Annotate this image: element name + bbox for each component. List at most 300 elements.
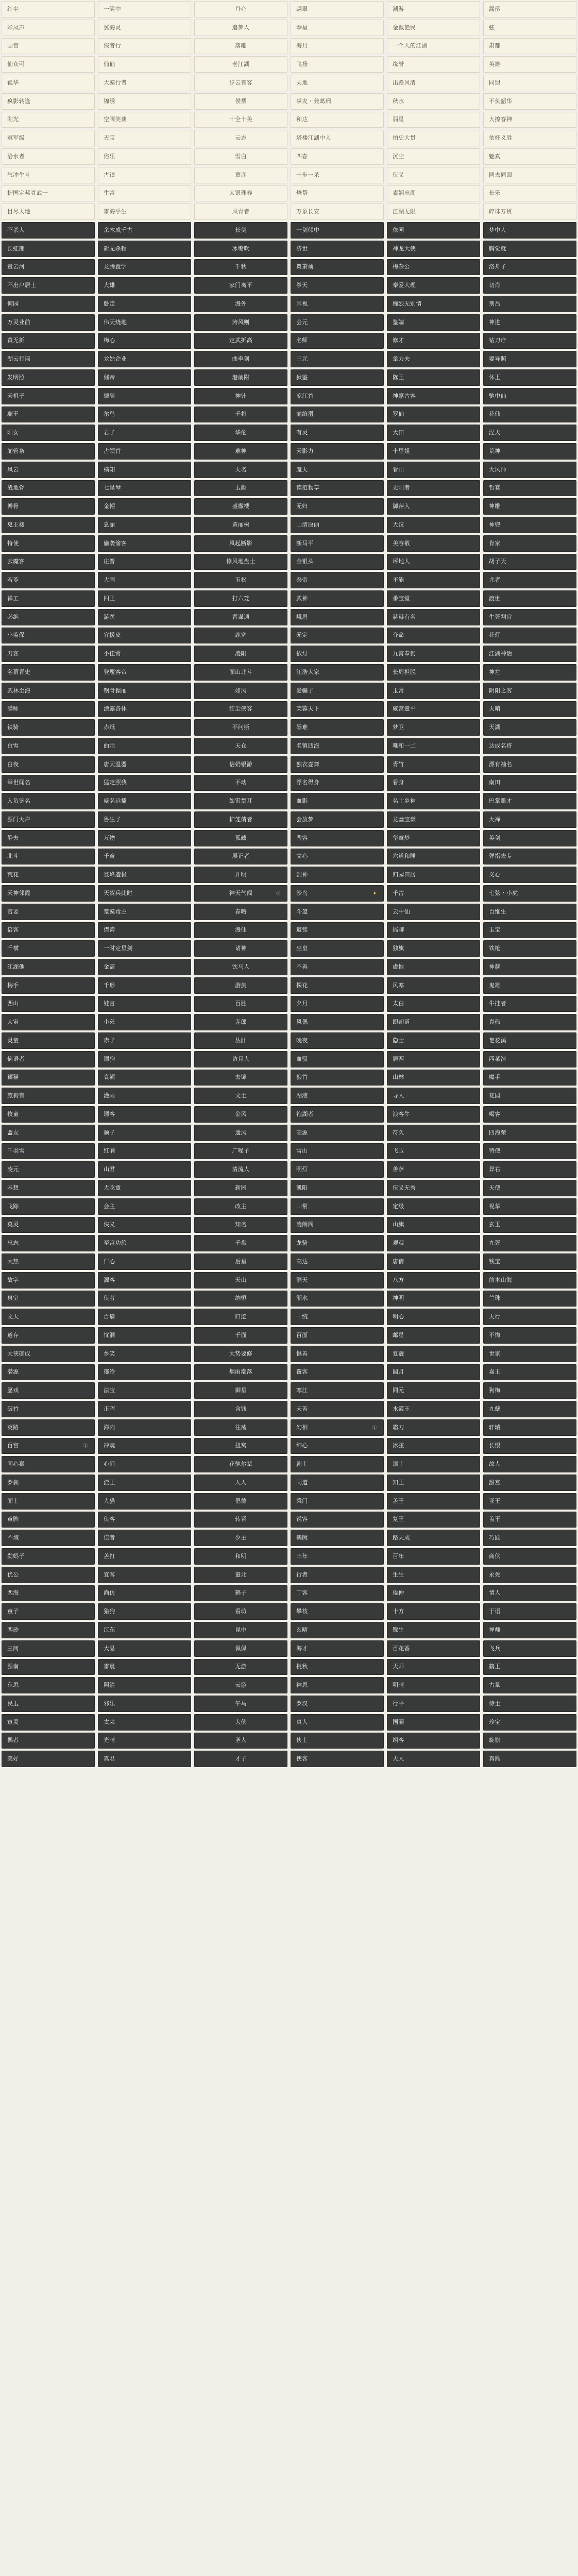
title-cell[interactable] xyxy=(2,241,95,257)
title-cell[interactable] xyxy=(291,1327,384,1344)
title-cell[interactable] xyxy=(483,1419,576,1436)
title-cell[interactable] xyxy=(194,1217,287,1233)
title-cell[interactable] xyxy=(2,93,95,110)
title-cell[interactable] xyxy=(387,1382,480,1399)
title-cell[interactable] xyxy=(291,535,384,552)
title-cell[interactable] xyxy=(194,904,287,920)
title-cell[interactable] xyxy=(483,628,576,644)
title-cell[interactable] xyxy=(98,130,191,146)
title-cell[interactable] xyxy=(194,1733,287,1749)
title-cell[interactable] xyxy=(98,1364,191,1381)
title-cell[interactable] xyxy=(387,554,480,570)
title-cell[interactable] xyxy=(98,1106,191,1123)
title-cell[interactable] xyxy=(2,56,95,73)
title-cell[interactable] xyxy=(483,1548,576,1565)
title-cell[interactable] xyxy=(291,793,384,809)
title-cell[interactable] xyxy=(387,1143,480,1160)
title-cell[interactable] xyxy=(291,1659,384,1675)
title-cell[interactable] xyxy=(483,443,576,460)
title-cell[interactable] xyxy=(483,811,576,828)
title-cell[interactable] xyxy=(194,535,287,552)
title-cell[interactable] xyxy=(194,1051,287,1067)
title-cell[interactable] xyxy=(98,498,191,515)
title-cell[interactable] xyxy=(2,296,95,312)
title-cell[interactable] xyxy=(98,314,191,331)
title-cell[interactable] xyxy=(387,996,480,1012)
title-cell[interactable] xyxy=(387,277,480,294)
title-cell[interactable] xyxy=(2,1751,95,1767)
title-cell[interactable] xyxy=(291,1493,384,1510)
title-cell[interactable] xyxy=(387,1051,480,1067)
title-cell[interactable] xyxy=(387,1253,480,1270)
title-cell[interactable] xyxy=(2,1180,95,1196)
title-cell[interactable] xyxy=(387,756,480,773)
title-cell[interactable] xyxy=(387,443,480,460)
title-cell[interactable] xyxy=(291,277,384,294)
title-cell[interactable] xyxy=(483,369,576,386)
title-cell[interactable] xyxy=(387,849,480,865)
title-cell[interactable] xyxy=(98,38,191,55)
title-cell[interactable] xyxy=(483,1125,576,1141)
title-cell[interactable] xyxy=(387,112,480,128)
title-cell[interactable] xyxy=(2,259,95,276)
title-cell[interactable] xyxy=(387,1493,480,1510)
title-cell[interactable] xyxy=(291,1143,384,1160)
title-cell[interactable] xyxy=(387,388,480,404)
title-cell[interactable] xyxy=(483,1677,576,1693)
title-cell[interactable] xyxy=(194,222,287,239)
title-cell[interactable] xyxy=(291,1696,384,1712)
title-cell[interactable] xyxy=(2,1733,95,1749)
title-cell[interactable] xyxy=(98,443,191,460)
title-cell[interactable] xyxy=(291,609,384,625)
title-cell[interactable] xyxy=(387,1364,480,1381)
title-cell[interactable] xyxy=(98,480,191,497)
title-cell[interactable] xyxy=(291,1161,384,1178)
title-cell[interactable] xyxy=(291,130,384,146)
title-cell[interactable] xyxy=(98,204,191,220)
title-cell[interactable] xyxy=(483,480,576,497)
title-cell[interactable] xyxy=(2,1051,95,1067)
title-cell[interactable] xyxy=(387,517,480,533)
title-cell[interactable] xyxy=(387,1733,480,1749)
title-cell[interactable] xyxy=(194,75,287,91)
title-cell[interactable] xyxy=(98,554,191,570)
title-cell[interactable] xyxy=(483,1180,576,1196)
title-cell[interactable] xyxy=(194,683,287,699)
title-cell[interactable] xyxy=(483,1106,576,1123)
title-cell[interactable] xyxy=(387,940,480,957)
title-cell[interactable] xyxy=(2,1014,95,1030)
title-cell[interactable] xyxy=(387,406,480,423)
title-cell[interactable] xyxy=(483,1622,576,1638)
title-cell[interactable] xyxy=(387,646,480,662)
title-cell[interactable] xyxy=(387,1291,480,1307)
title-cell[interactable] xyxy=(387,535,480,552)
title-cell[interactable] xyxy=(291,517,384,533)
title-cell[interactable] xyxy=(483,793,576,809)
title-cell[interactable] xyxy=(2,554,95,570)
title-cell[interactable] xyxy=(194,351,287,367)
title-cell[interactable] xyxy=(194,811,287,828)
title-cell[interactable] xyxy=(483,20,576,36)
title-cell[interactable] xyxy=(2,664,95,681)
title-cell[interactable] xyxy=(194,1161,287,1178)
title-cell[interactable] xyxy=(291,1640,384,1657)
title-cell[interactable] xyxy=(291,572,384,588)
title-cell[interactable] xyxy=(483,1217,576,1233)
title-cell[interactable] xyxy=(387,333,480,349)
title-cell[interactable] xyxy=(98,277,191,294)
title-cell[interactable] xyxy=(291,1548,384,1565)
title-cell[interactable] xyxy=(483,719,576,736)
title-cell[interactable] xyxy=(2,148,95,165)
title-cell[interactable] xyxy=(2,1106,95,1123)
title-cell[interactable] xyxy=(291,830,384,846)
title-cell[interactable] xyxy=(291,867,384,883)
title-cell[interactable] xyxy=(98,1161,191,1178)
title-cell[interactable] xyxy=(387,1272,480,1289)
title-cell[interactable] xyxy=(194,462,287,478)
title-cell[interactable] xyxy=(291,1198,384,1215)
title-cell[interactable] xyxy=(194,1714,287,1731)
title-cell[interactable] xyxy=(98,904,191,920)
title-cell[interactable] xyxy=(98,388,191,404)
title-cell[interactable] xyxy=(291,1419,384,1436)
title-cell[interactable] xyxy=(98,830,191,846)
title-cell[interactable] xyxy=(387,1161,480,1178)
title-cell[interactable] xyxy=(194,738,287,754)
title-cell[interactable] xyxy=(98,811,191,828)
title-cell[interactable] xyxy=(483,1346,576,1362)
title-cell[interactable] xyxy=(387,977,480,994)
title-cell[interactable] xyxy=(2,388,95,404)
title-cell[interactable] xyxy=(194,1382,287,1399)
title-cell[interactable] xyxy=(291,204,384,220)
title-cell[interactable] xyxy=(194,1659,287,1675)
title-cell[interactable] xyxy=(387,1,480,18)
title-cell[interactable] xyxy=(2,1253,95,1270)
title-cell[interactable] xyxy=(291,93,384,110)
title-cell[interactable] xyxy=(483,922,576,939)
title-cell[interactable] xyxy=(98,1014,191,1030)
title-cell[interactable] xyxy=(194,1456,287,1472)
title-cell[interactable] xyxy=(194,885,287,902)
title-cell[interactable] xyxy=(387,1235,480,1251)
title-cell[interactable] xyxy=(387,56,480,73)
title-cell[interactable] xyxy=(483,1,576,18)
title-cell[interactable] xyxy=(291,369,384,386)
title-cell[interactable] xyxy=(387,185,480,202)
title-cell[interactable] xyxy=(2,498,95,515)
title-cell[interactable] xyxy=(98,940,191,957)
title-cell[interactable] xyxy=(483,1253,576,1270)
title-cell[interactable] xyxy=(98,1198,191,1215)
title-cell[interactable] xyxy=(387,1640,480,1657)
title-cell[interactable] xyxy=(387,1585,480,1602)
title-cell[interactable] xyxy=(2,756,95,773)
title-cell[interactable] xyxy=(2,1198,95,1215)
title-cell[interactable] xyxy=(194,1180,287,1196)
title-cell[interactable] xyxy=(387,93,480,110)
title-cell[interactable] xyxy=(2,572,95,588)
title-cell[interactable] xyxy=(98,885,191,902)
title-cell[interactable] xyxy=(98,1456,191,1472)
title-cell[interactable] xyxy=(2,811,95,828)
title-cell[interactable] xyxy=(291,425,384,441)
title-cell[interactable] xyxy=(2,922,95,939)
title-cell[interactable] xyxy=(291,1180,384,1196)
title-cell[interactable] xyxy=(291,1051,384,1067)
title-cell[interactable] xyxy=(2,1585,95,1602)
title-cell[interactable] xyxy=(483,1751,576,1767)
title-cell[interactable] xyxy=(483,1438,576,1454)
title-cell[interactable] xyxy=(291,1032,384,1049)
title-cell[interactable] xyxy=(2,1677,95,1693)
title-cell[interactable] xyxy=(194,333,287,349)
title-cell[interactable] xyxy=(291,738,384,754)
title-cell[interactable] xyxy=(98,1235,191,1251)
title-cell[interactable] xyxy=(2,333,95,349)
title-cell[interactable] xyxy=(387,1512,480,1528)
title-cell[interactable] xyxy=(483,38,576,55)
title-cell[interactable] xyxy=(98,959,191,975)
title-cell[interactable] xyxy=(291,1567,384,1583)
title-cell[interactable] xyxy=(291,683,384,699)
title-cell[interactable] xyxy=(194,996,287,1012)
title-cell[interactable] xyxy=(483,775,576,791)
title-cell[interactable] xyxy=(387,628,480,644)
title-cell[interactable] xyxy=(483,590,576,607)
title-cell[interactable] xyxy=(291,775,384,791)
title-cell[interactable] xyxy=(483,572,576,588)
title-cell[interactable] xyxy=(98,241,191,257)
title-cell[interactable] xyxy=(98,148,191,165)
title-cell[interactable] xyxy=(2,20,95,36)
title-cell[interactable] xyxy=(387,885,480,902)
title-cell[interactable] xyxy=(387,1032,480,1049)
title-cell[interactable] xyxy=(291,1364,384,1381)
title-cell[interactable] xyxy=(387,1548,480,1565)
title-cell[interactable] xyxy=(194,1512,287,1528)
title-cell[interactable] xyxy=(387,314,480,331)
title-cell[interactable] xyxy=(387,1659,480,1675)
title-cell[interactable] xyxy=(194,1438,287,1454)
title-cell[interactable] xyxy=(194,1291,287,1307)
title-cell[interactable] xyxy=(291,1,384,18)
title-cell[interactable] xyxy=(2,1143,95,1160)
title-cell[interactable] xyxy=(291,1714,384,1731)
title-cell[interactable] xyxy=(98,1733,191,1749)
title-cell[interactable] xyxy=(194,609,287,625)
title-cell[interactable] xyxy=(194,867,287,883)
title-cell[interactable] xyxy=(2,646,95,662)
title-cell[interactable] xyxy=(291,590,384,607)
title-cell[interactable] xyxy=(98,1548,191,1565)
title-cell[interactable] xyxy=(194,701,287,718)
title-cell[interactable] xyxy=(483,1051,576,1067)
title-cell[interactable] xyxy=(194,1125,287,1141)
title-cell[interactable] xyxy=(194,628,287,644)
title-cell[interactable] xyxy=(2,1567,95,1583)
title-cell[interactable] xyxy=(483,609,576,625)
title-cell[interactable] xyxy=(194,1622,287,1638)
title-cell[interactable] xyxy=(98,1567,191,1583)
title-cell[interactable] xyxy=(483,185,576,202)
title-cell[interactable] xyxy=(2,904,95,920)
title-cell[interactable] xyxy=(291,75,384,91)
title-cell[interactable] xyxy=(291,38,384,55)
title-cell[interactable] xyxy=(387,1696,480,1712)
title-cell[interactable] xyxy=(291,811,384,828)
title-cell[interactable] xyxy=(387,1346,480,1362)
title-cell[interactable] xyxy=(2,38,95,55)
title-cell[interactable] xyxy=(194,1106,287,1123)
title-cell[interactable] xyxy=(98,1622,191,1638)
title-cell[interactable] xyxy=(194,1530,287,1546)
title-cell[interactable] xyxy=(98,1751,191,1767)
title-cell[interactable] xyxy=(291,1106,384,1123)
title-cell[interactable] xyxy=(291,185,384,202)
title-cell[interactable] xyxy=(483,130,576,146)
title-cell[interactable] xyxy=(387,369,480,386)
title-cell[interactable] xyxy=(98,1530,191,1546)
title-cell[interactable] xyxy=(291,904,384,920)
title-cell[interactable] xyxy=(483,1309,576,1325)
title-cell[interactable] xyxy=(387,830,480,846)
title-cell[interactable] xyxy=(98,259,191,276)
title-cell[interactable] xyxy=(98,406,191,423)
title-cell[interactable] xyxy=(2,75,95,91)
title-cell[interactable] xyxy=(2,885,95,902)
title-cell[interactable] xyxy=(291,443,384,460)
title-cell[interactable] xyxy=(291,56,384,73)
title-cell[interactable] xyxy=(483,1272,576,1289)
title-cell[interactable] xyxy=(98,1180,191,1196)
title-cell[interactable] xyxy=(194,388,287,404)
title-cell[interactable] xyxy=(387,241,480,257)
title-cell[interactable] xyxy=(291,1733,384,1749)
title-cell[interactable] xyxy=(291,1677,384,1693)
title-cell[interactable] xyxy=(2,1512,95,1528)
title-cell[interactable] xyxy=(194,1585,287,1602)
title-cell[interactable] xyxy=(2,701,95,718)
title-cell[interactable] xyxy=(387,75,480,91)
title-cell[interactable] xyxy=(291,1309,384,1325)
title-cell[interactable] xyxy=(483,867,576,883)
title-cell[interactable] xyxy=(483,1364,576,1381)
title-cell[interactable] xyxy=(483,517,576,533)
title-cell[interactable] xyxy=(2,351,95,367)
title-cell[interactable] xyxy=(387,259,480,276)
title-cell[interactable] xyxy=(98,922,191,939)
title-cell[interactable] xyxy=(2,683,95,699)
title-cell[interactable] xyxy=(194,1346,287,1362)
title-cell[interactable] xyxy=(387,480,480,497)
title-cell[interactable] xyxy=(2,996,95,1012)
title-cell[interactable] xyxy=(2,959,95,975)
title-cell[interactable] xyxy=(2,1364,95,1381)
title-cell[interactable] xyxy=(2,1309,95,1325)
title-cell[interactable] xyxy=(194,1548,287,1565)
title-cell[interactable] xyxy=(483,1382,576,1399)
title-cell[interactable] xyxy=(387,1622,480,1638)
title-cell[interactable] xyxy=(483,1327,576,1344)
title-cell[interactable] xyxy=(483,1512,576,1528)
title-cell[interactable] xyxy=(483,1456,576,1472)
title-cell[interactable] xyxy=(194,590,287,607)
title-cell[interactable] xyxy=(483,904,576,920)
title-cell[interactable] xyxy=(2,1272,95,1289)
title-cell[interactable] xyxy=(194,1198,287,1215)
title-cell[interactable] xyxy=(2,369,95,386)
title-cell[interactable] xyxy=(98,609,191,625)
title-cell[interactable] xyxy=(2,1125,95,1141)
title-cell[interactable] xyxy=(483,75,576,91)
title-cell[interactable] xyxy=(2,830,95,846)
title-cell[interactable] xyxy=(483,222,576,239)
title-cell[interactable] xyxy=(2,1475,95,1491)
title-cell[interactable] xyxy=(2,462,95,478)
title-cell[interactable] xyxy=(291,1751,384,1767)
title-cell[interactable] xyxy=(194,1567,287,1583)
title-cell[interactable] xyxy=(98,20,191,36)
title-cell[interactable] xyxy=(291,1014,384,1030)
title-cell[interactable] xyxy=(387,683,480,699)
title-cell[interactable] xyxy=(483,756,576,773)
title-cell[interactable] xyxy=(98,867,191,883)
title-cell[interactable] xyxy=(387,664,480,681)
title-cell[interactable] xyxy=(291,885,384,902)
title-cell[interactable] xyxy=(387,922,480,939)
title-cell[interactable] xyxy=(291,296,384,312)
title-cell[interactable] xyxy=(291,406,384,423)
title-cell[interactable] xyxy=(483,1585,576,1602)
title-cell[interactable] xyxy=(98,167,191,183)
title-cell[interactable] xyxy=(483,683,576,699)
title-cell[interactable] xyxy=(291,20,384,36)
title-cell[interactable] xyxy=(483,1659,576,1675)
title-cell[interactable] xyxy=(387,425,480,441)
title-cell[interactable] xyxy=(291,498,384,515)
title-cell[interactable] xyxy=(194,1364,287,1381)
title-cell[interactable] xyxy=(98,572,191,588)
title-cell[interactable] xyxy=(194,1235,287,1251)
title-cell[interactable] xyxy=(483,554,576,570)
title-cell[interactable] xyxy=(483,1401,576,1417)
title-cell[interactable] xyxy=(98,1,191,18)
title-cell[interactable] xyxy=(291,1272,384,1289)
title-cell[interactable] xyxy=(194,1327,287,1344)
title-cell[interactable] xyxy=(2,1327,95,1344)
title-cell[interactable] xyxy=(98,738,191,754)
title-cell[interactable] xyxy=(387,296,480,312)
title-cell[interactable] xyxy=(483,996,576,1012)
title-cell[interactable] xyxy=(291,1456,384,1472)
title-cell[interactable] xyxy=(98,1677,191,1693)
title-cell[interactable] xyxy=(387,1070,480,1086)
title-cell[interactable] xyxy=(194,1640,287,1657)
title-cell[interactable] xyxy=(483,425,576,441)
title-cell[interactable] xyxy=(98,1346,191,1362)
title-cell[interactable] xyxy=(387,1327,480,1344)
title-cell[interactable] xyxy=(483,277,576,294)
title-cell[interactable] xyxy=(194,130,287,146)
title-cell[interactable] xyxy=(194,977,287,994)
title-cell[interactable] xyxy=(387,1603,480,1620)
title-cell[interactable] xyxy=(483,1291,576,1307)
title-cell[interactable] xyxy=(483,1032,576,1049)
